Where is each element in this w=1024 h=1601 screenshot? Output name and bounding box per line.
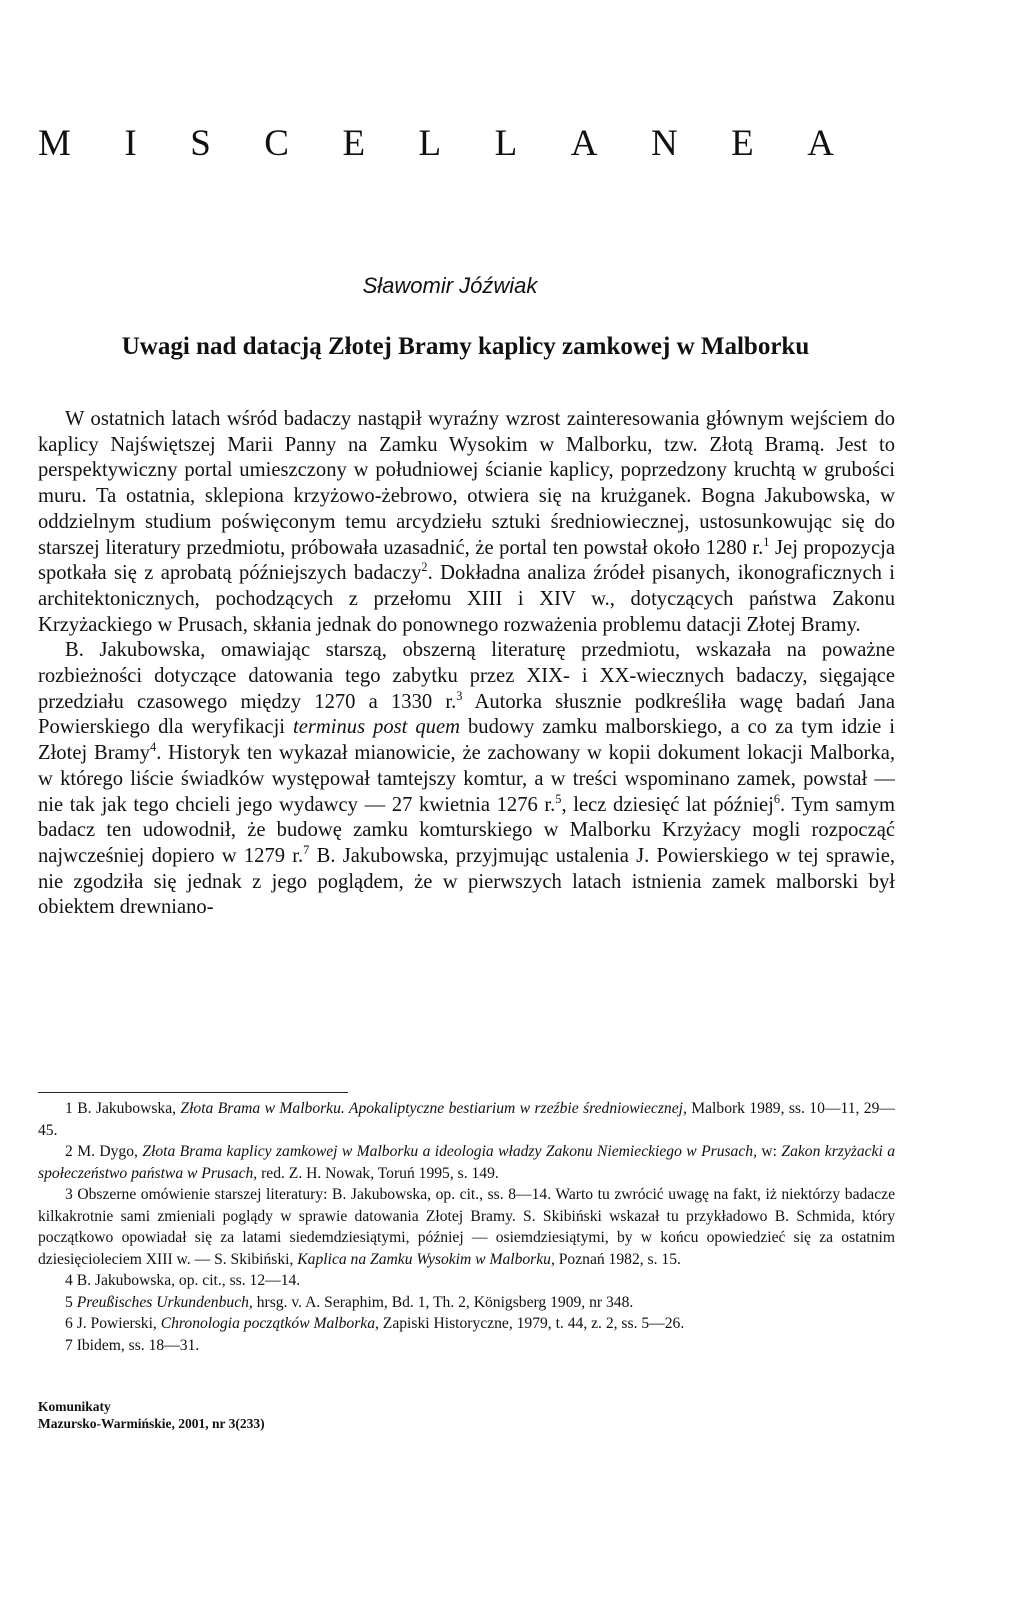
text-run: 6 J. Powierski,	[65, 1315, 161, 1332]
text-run: . Tym samym badacz ten udowodnił, że budowę zamku komturskiego w Malborku Krzyżacy mogli rozpocząć najwcześniej dopiero w 1279 r.	[38, 793, 895, 867]
section-title-letter: E	[342, 123, 370, 164]
text-run-italic: Zakon krzyżacki a społeczeństwo państwa w Prusach,	[38, 1143, 896, 1182]
article-title: Uwagi nad datacją Złotej Bramy kaplicy zamkowej w Malborku	[121, 333, 810, 360]
section-title-letter: L	[494, 123, 522, 164]
footnote-ref[interactable]: 5	[555, 791, 562, 806]
text-run: budowy zamku malborskiego, a co za tym idzie i Złotej Bramy	[38, 716, 896, 765]
text-run: Autorka słusznie podkreśliła wagę badań Jana Powierskiego dla weryfikacji	[38, 690, 895, 739]
text-run-italic: Złota Brama kaplicy zamkowej w Malborku a ideologia władzy Zakonu Niemieckiego w Prusach,	[142, 1143, 757, 1160]
text-run: B. Jakubowska, przyjmując ustalenia J. Powierskiego w tej sprawie, nie zgodziła się jednak z jego poglądem, że w pierwszych latach istnienia zamek malborski był obiektem drewniano-	[38, 844, 896, 919]
section-title-letter: I	[124, 123, 141, 164]
text-run-italic: Złota Brama w Malborku. Apokaliptyczne bestiarium w rzeźbie średniowiecznej,	[180, 1100, 687, 1117]
journal-name-line-1: Komunikaty	[38, 1399, 111, 1414]
footnote-ref[interactable]: 3	[456, 688, 463, 703]
section-title-letter: S	[190, 123, 215, 164]
text-run: , lecz dziesięć lat później	[561, 793, 774, 816]
footnote-ref[interactable]: 6	[773, 791, 781, 806]
text-run-italic: Kaplica na Zamku Wysokim w Malborku,	[297, 1250, 555, 1268]
text-run: Zapiski Historyczne, 1979, t. 44, z. 2, ss. 5—26.	[378, 1315, 685, 1332]
section-title-letter: A	[807, 123, 838, 164]
footnote-ref[interactable]: 2	[421, 560, 428, 575]
footnote-ref[interactable]: 1	[763, 534, 770, 549]
text-run: w:	[756, 1143, 782, 1160]
text-run: red. Z. H. Nowak, Toruń 1995, s. 149.	[257, 1164, 499, 1182]
article-body	[38, 407, 895, 921]
section-title-letter: A	[570, 123, 602, 164]
text-run: 5	[65, 1293, 77, 1311]
footnote-7: 7 Ibidem, ss. 18—31.	[65, 1336, 200, 1354]
text-run: Jej propozycja spotkała się z aprobatą późniejszych badaczy	[38, 536, 895, 585]
footnote-6	[38, 1313, 895, 1335]
text-run: Poznań 1982, s. 15.	[554, 1250, 681, 1268]
section-title-letter: E	[731, 123, 758, 164]
footnote-4: 4 B. Jakubowska, op. cit., ss. 12—14.	[65, 1272, 301, 1289]
section-title-letter: N	[650, 123, 682, 164]
text-run: B. Jakubowska, omawiając starszą, obszerną literaturę przedmiotu, wskazała na poważne rozbieżności dotyczące datowania tego zabytku przez XIX- i XX-wiecznych badaczy, sięgające przedziału czasowego między 1270 a 1330 r.	[38, 639, 895, 713]
footnote-3	[38, 1184, 895, 1270]
footnotes	[38, 1098, 895, 1356]
text-run: . Historyk ten wykazał mianowicie, że zachowany w kopii dokument lokacji Malborka, w którego liście świadków występował tamtejszy komtur, a w treści wspominano zamek, powstał — nie tak jak tego chcieli jego wydawcy — 27 kwietnia 1276 r.	[38, 742, 895, 816]
footnote-2	[38, 1141, 895, 1184]
body-paragraph	[38, 638, 895, 921]
text-run: . Dokładna analiza źródeł pisanych, ikonograficznych i architektonicznych, pochodzących z przełomu XIII i XIV w., dotyczących państwa Zakonu Krzyżackiego w Prusach, skłania jednak do ponownego rozważenia problemu datacji Złotej Bramy.	[38, 562, 895, 636]
section-title-letter: M	[38, 123, 75, 164]
footnote-ref[interactable]: 4	[150, 740, 157, 755]
section-title	[38, 122, 838, 165]
footnote-divider	[38, 1092, 348, 1093]
footnote-1	[38, 1098, 895, 1141]
section-title-letter: C	[264, 123, 293, 164]
journal-name-line-2: Mazursko-Warmińskie, 2001, nr 3(233)	[38, 1416, 265, 1431]
text-run: 1 B. Jakubowska,	[65, 1100, 181, 1117]
text-run-italic: Chronologia początków Malborka,	[160, 1315, 379, 1332]
section-title-letter: L	[418, 123, 446, 164]
text-run: W ostatnich latach wśród badaczy nastąpił wyraźny wzrost zainteresowania głównym wejściem do kaplicy Najświętszej Marii Panny na Zamku Wysokim w Malborku, tzw. Złotą Bramą. Jest to perspektywiczny portal umieszczony w południowej ścianie kaplicy, poprzedzony kruchtą w grubości muru. Ta ostatnia, sklepiona krzyżowo-żebrowo, otwiera się na krużganek. Bogna Jakubowska, w oddzielnym studium poświęconym temu arcydziełu sztuki średniowiecznej, ustosunkowując się do starszej literatury przedmiotu, próbowała uzasadnić, że portal ten powstał około 1280 r.	[38, 408, 895, 559]
text-run: 3 Obszerne omówienie starszej literatury: B. Jakubowska, op. cit., ss. 8—14. Warto tu zwrócić uwagę na fakt, iż niektórzy badacze kilkakrotnie sami zmieniali poglądy w sprawie datowania Złotej Bramy. S. Skibiński wskazał tu przykładowo B. Schmida, który początkowo opowiadał się za latami siedemdziesiątymi, później — osiemdziesiątymi, by w końcu opowiedzieć się za ostatnim dziesięcioleciem XIII w. — S. Skibiński,	[38, 1186, 895, 1268]
footnote-5	[38, 1292, 895, 1314]
body-paragraph	[38, 407, 895, 638]
text-run: 2 M. Dygo,	[65, 1143, 143, 1160]
text-run: Malbork 1989, ss. 10—11, 29—45.	[38, 1100, 895, 1139]
footnote-ref[interactable]: 7	[303, 843, 310, 858]
article-author: Sławomir Jóźwiak	[362, 273, 538, 298]
text-run: hrsg. v. A. Seraphim, Bd. 1, Th. 2, Königsberg 1909, nr 348.	[252, 1293, 634, 1311]
text-run-italic: terminus post quem	[293, 716, 460, 739]
journal-footer	[38, 1398, 538, 1432]
text-run-italic: Preußisches Urkundenbuch,	[76, 1293, 253, 1311]
